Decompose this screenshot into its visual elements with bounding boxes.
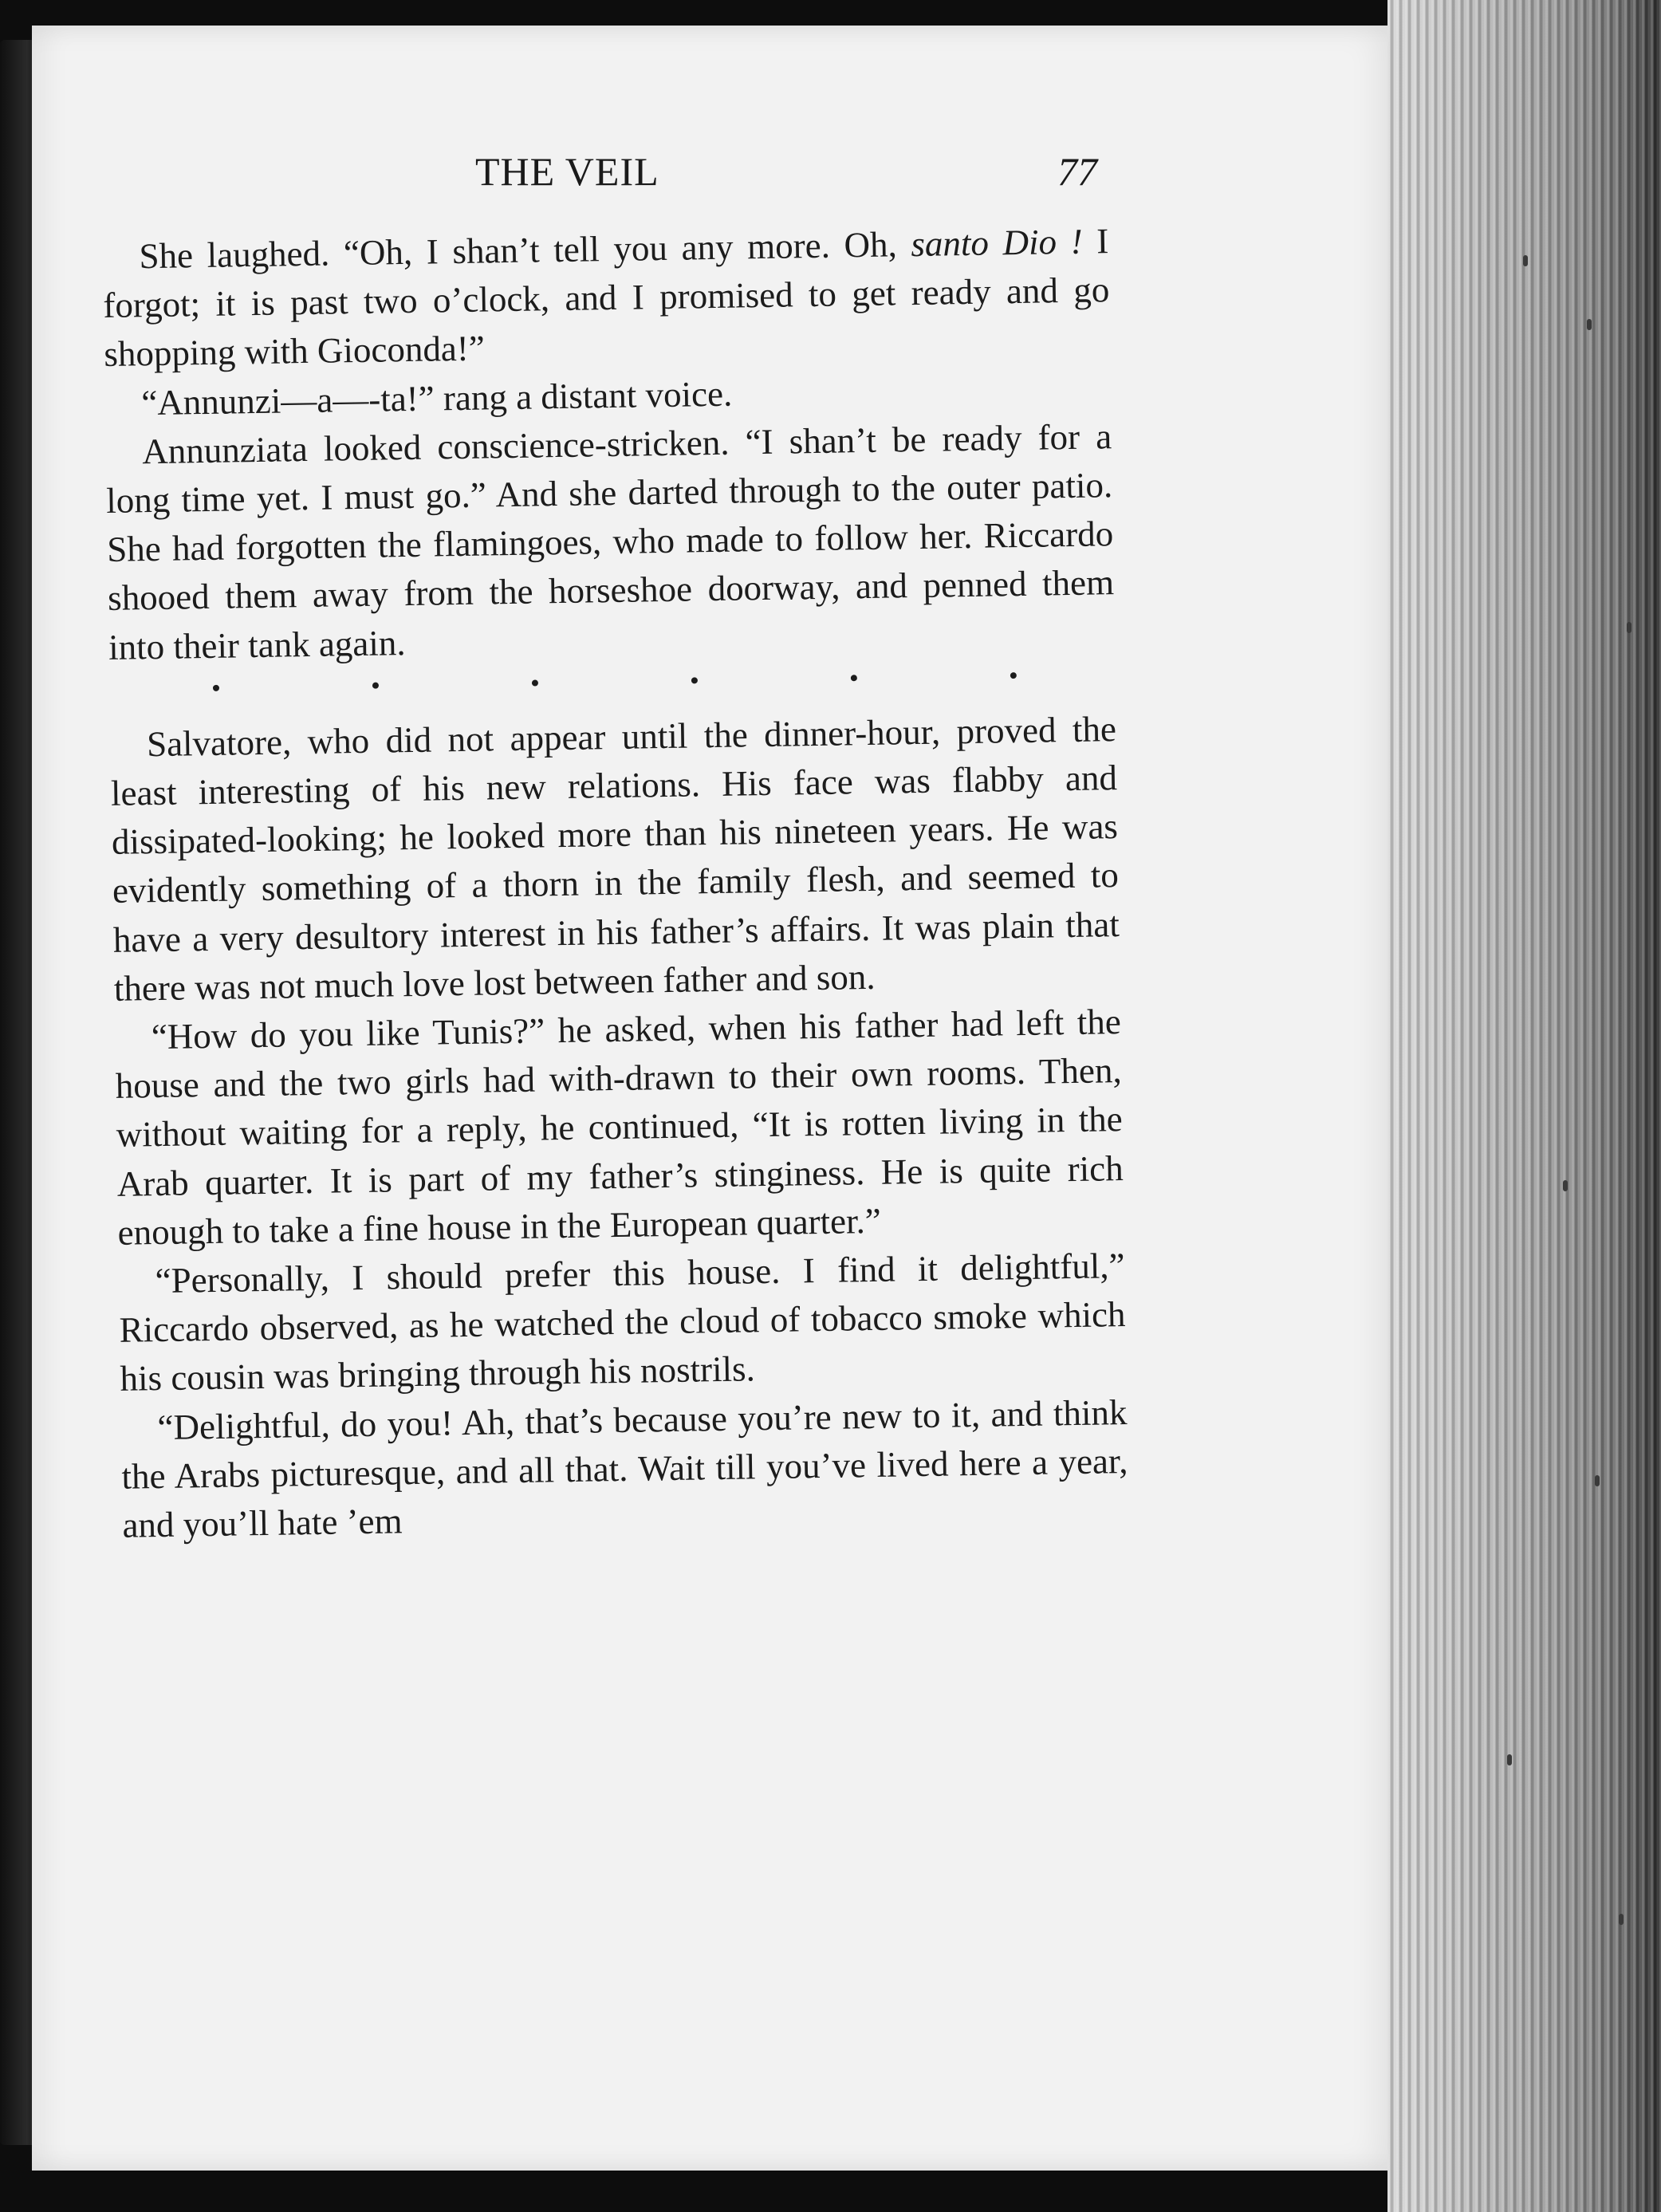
paragraph-1 xyxy=(102,217,1111,379)
page-fore-edge xyxy=(1387,0,1661,2212)
paragraph-1-text-a: She laughed. “Oh, I shan’t tell you any more. Oh, xyxy=(139,224,911,277)
page-number: 77 xyxy=(1057,149,1097,194)
running-header xyxy=(475,148,1097,196)
paragraph-6: “Personally, I should prefer this house. I find it delightful,” Riccardo observed, as he watched the cloud of tobacco smoke which his cousin was bringing through his nostrils. xyxy=(119,1246,1126,1399)
paragraph-7: “Delightful, do you! Ah, that’s because you’re new to it, and think the Arabs picturesque, and all that. Wait till you’ve lived here a year, and you’ll hate ’em xyxy=(121,1391,1128,1545)
running-title: THE VEIL xyxy=(475,149,659,194)
paragraph-5: “How do you like Tunis?” he asked, when his father had left the house and the two girls had with-drawn to their own rooms. Then, without waiting for a reply, he continued, “It is rotten living in the Arab quarter. It is part of my father’s stinginess. He is quite rich enough to take a fine house in the European quarter.” xyxy=(115,1002,1124,1253)
paragraph-1-text-b: I forgot; it is past two o’clock, and I promised to get ready and go shopping with Gioconda!” xyxy=(103,221,1110,375)
body-text xyxy=(102,217,1129,1550)
paragraph-1-italic: santo Dio ! xyxy=(910,221,1084,265)
paragraph-4: Salvatore, who did not appear until the dinner-hour, proved the least interesting of his new relations. His face was flabby and dissipated-looking; he looked more than his nineteen years. He was evidently something of a thorn in the family flesh, and seemed to have a very desultory interest in his father’s affairs. It was plain that there was not much love lost between father and son. xyxy=(110,708,1120,1009)
paragraph-3: Annunziata looked conscience-stricken. “I shan’t be ready for a long time yet. I must go.” And she darted through to the outer patio. She had forgotten the flamingoes, who made to follow her. Riccardo shooed them away from the horseshoe doorway, and penned them into their tank again. xyxy=(105,415,1115,667)
paragraph-2: “Annunzi—a—-ta!” rang a distant voice. xyxy=(140,373,733,423)
